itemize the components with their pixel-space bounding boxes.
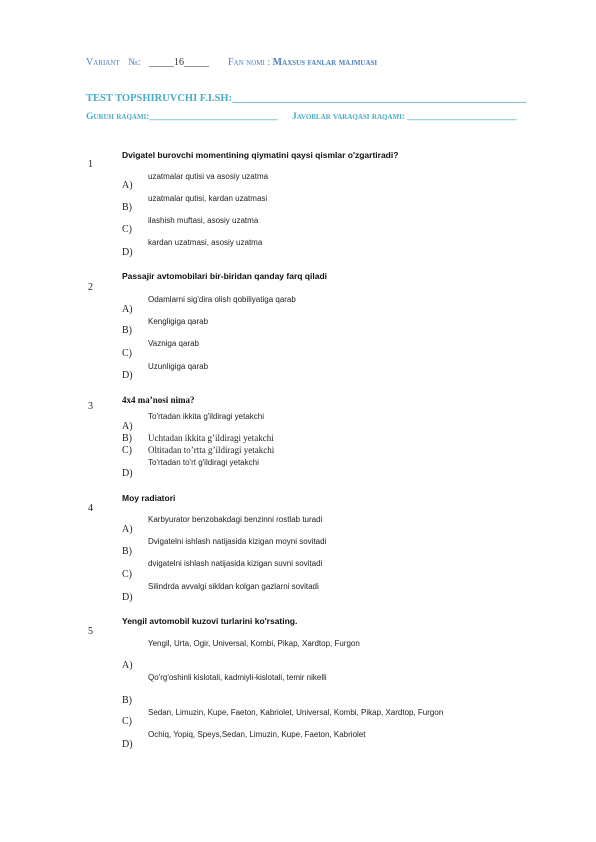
variant-number: _____16_____ xyxy=(149,57,209,68)
variant-header xyxy=(86,57,209,68)
option-text: Kengligiga qarab xyxy=(148,317,209,326)
option-text: Qo'rg'oshinli kislotali, kadmiyli-kislotali, temir nikelli xyxy=(148,673,327,682)
option-letter: D) xyxy=(122,370,133,381)
option-text: Oltitadan to’rtta g’ildiragi yetakchi xyxy=(148,445,275,455)
question-text: Dvigatel burovchi momentining qiymatini qaysi qismlar o'zgartiradi? xyxy=(122,150,399,160)
question-text: Moy radiatori xyxy=(122,493,176,503)
subject-value: Maxsus fanlar majmuasi xyxy=(272,57,378,68)
group-number-label: Guruh raqami: xyxy=(86,112,150,122)
student-name-row xyxy=(86,93,526,104)
variant-label: Variant xyxy=(86,57,120,68)
question-number: 3 xyxy=(88,401,93,412)
option-letter: A) xyxy=(122,304,133,315)
option-text: uzatmalar qutisi va asosiy uzatma xyxy=(148,172,269,181)
option-text: dvigatelni ishlash natijasida kizigan suvni sovitadi xyxy=(148,559,323,568)
option-letter: B) xyxy=(122,546,132,557)
option-text: Sedan, Limuzin, Kupe, Faeton, Kabriolet, Universal, Kombi, Pikap, Xardtop, Furgon xyxy=(148,708,444,717)
question-number: 4 xyxy=(88,503,93,514)
question-text: 4x4 ma’nosi nima? xyxy=(122,395,195,405)
subject-header xyxy=(228,57,377,68)
option-letter: C) xyxy=(122,348,132,359)
option-letter: D) xyxy=(122,468,133,479)
student-name-line[interactable]: ________________________________________________________ xyxy=(232,93,527,104)
question-number: 5 xyxy=(88,626,93,637)
answer-sheet-line[interactable]: _______________________ xyxy=(407,112,517,122)
question-number: 1 xyxy=(88,159,93,170)
option-text: Odamlarni sig'dira olish qobiliyatiga qarab xyxy=(148,295,296,304)
option-text: Silindrda avvalgi sikldan kolgan gazlarni sovitadi xyxy=(148,582,319,591)
option-letter: A) xyxy=(122,524,133,535)
answer-sheet-row xyxy=(292,112,517,122)
option-text: Ochiq, Yopiq, Speys,Sedan, Limuzin, Kupe, Faeton, Kabriolet xyxy=(148,730,366,739)
option-text: uzatmalar qutisi, kardan uzatmasi xyxy=(148,194,268,203)
option-letter: D) xyxy=(122,739,133,750)
option-text: Dvigatelni ishlash natijasida kizigan moyni sovitadi xyxy=(148,537,327,546)
option-text: Uchtadan ikkita g’ildiragi yetakchi xyxy=(148,433,274,443)
option-text: Uzunligiga qarab xyxy=(148,362,209,371)
option-letter: C) xyxy=(122,224,132,235)
option-letter: B) xyxy=(122,325,132,336)
option-letter: A) xyxy=(122,660,133,671)
option-letter: B) xyxy=(122,695,132,706)
option-text: kardan uzatmasi, asosiy uzatma xyxy=(148,238,263,247)
option-letter: B) xyxy=(122,433,132,444)
option-text: To'rtadan to'rt g'ildiragi yetakchi xyxy=(148,458,259,467)
student-name-label: TEST TOPSHIRUVCHI F.I.SH: xyxy=(86,93,233,104)
number-sign: №: xyxy=(128,57,141,68)
subject-label: Fan nomi : xyxy=(228,57,271,68)
option-letter: A) xyxy=(122,180,133,191)
option-letter: B) xyxy=(122,202,132,213)
question-text: Passajir avtomobilari bir-biridan qanday farq qiladi xyxy=(122,271,327,281)
option-letter: C) xyxy=(122,445,132,456)
option-text: Yengil, Urta, Ogir, Universal, Kombi, Pikap, Xardtop, Furgon xyxy=(148,639,360,648)
option-letter: D) xyxy=(122,592,133,603)
answer-sheet-label: Javoblar varaqasi raqami: xyxy=(292,112,406,122)
question-text: Yengil avtomobil kuzovi turlarini ko'rsating. xyxy=(122,616,298,626)
option-text: To'rtadan ikkita g'ildiragi yetakchi xyxy=(148,412,264,421)
option-letter: C) xyxy=(122,716,132,727)
question-number: 2 xyxy=(88,282,93,293)
option-text: Vazniga qarab xyxy=(148,339,199,348)
option-letter: D) xyxy=(122,247,133,258)
group-number-line[interactable]: ___________________________ xyxy=(149,112,278,122)
option-letter: A) xyxy=(122,421,133,432)
option-text: ilashish muftasi, asosiy uzatma xyxy=(148,216,259,225)
option-letter: C) xyxy=(122,569,132,580)
option-text: Karbyurator benzobakdagi benzinni rostlab turadi xyxy=(148,515,323,524)
group-number-row xyxy=(86,112,278,122)
